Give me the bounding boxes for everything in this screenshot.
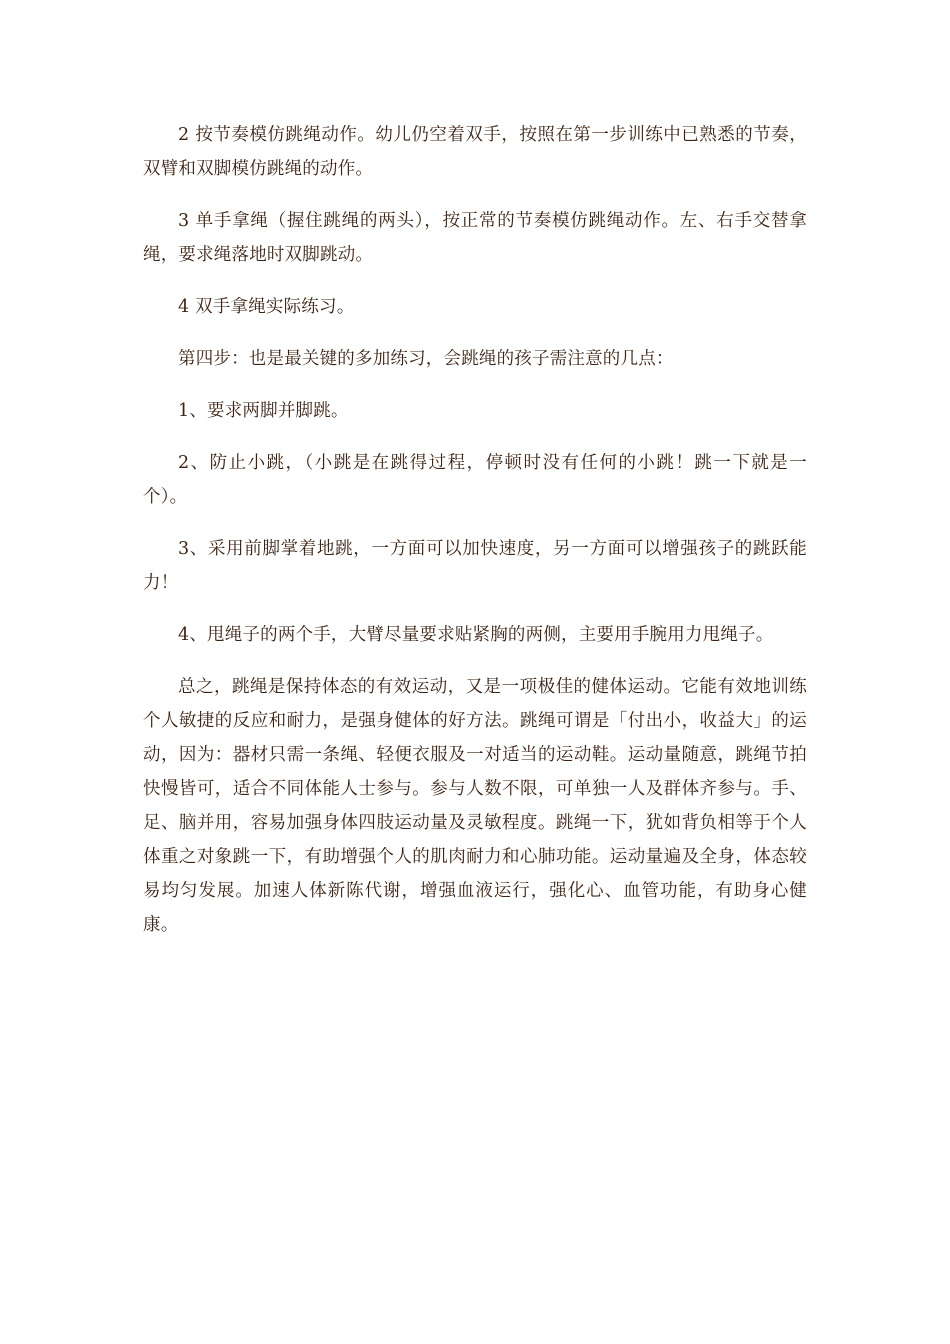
paragraph-tip-3: 3、采用前脚掌着地跳，一方面可以加快速度，另一方面可以增强孩子的跳跃能力！ — [143, 539, 807, 593]
document-body — [143, 118, 807, 942]
paragraph-step-3: 3 单手拿绳（握住跳绳的两头），按正常的节奏模仿跳绳动作。左、右手交替拿绳，要求绳落地时双脚跳动。 — [143, 211, 807, 265]
paragraph-tip-4: 4、甩绳子的两个手，大臂尽量要求贴紧胸的两侧，主要用手腕用力甩绳子。 — [178, 625, 774, 645]
paragraph-step-2: 2 按节奏模仿跳绳动作。幼儿仍空着双手，按照在第一步训练中已熟悉的节奏，双臂和双脚模仿跳绳的动作。 — [143, 125, 807, 179]
paragraph-tip-1: 1、要求两脚并脚跳。 — [178, 401, 349, 421]
paragraph-stage-four-heading: 第四步：也是最关键的多加练习，会跳绳的孩子需注意的几点： — [178, 349, 674, 369]
paragraph-summary: 总之，跳绳是保持体态的有效运动，又是一项极佳的健体运动。它能有效地训练个人敏捷的反应和耐力，是强身健体的好方法。跳绳可谓是「付出小，收益大」的运动，因为：器材只需一条绳、轻便衣服及一对适当的运动鞋。运动量随意，跳绳节拍快慢皆可，适合不同体能人士参与。参与人数不限，可单独一人及群体齐参与。手、足、脑并用，容易加强身体四肢运动量及灵敏程度。跳绳一下，犹如背负相等于个人体重之对象跳一下，有助增强个人的肌肉耐力和心肺功能。运动量遍及全身，体态较易均匀发展。加速人体新陈代谢，增强血液运行，强化心、血管功能，有助身心健康。 — [143, 677, 807, 935]
paragraph-tip-2: 2、防止小跳，（小跳是在跳得过程，停顿时没有任何的小跳！跳一下就是一个）。 — [143, 453, 807, 507]
paragraph-step-4: 4 双手拿绳实际练习。 — [178, 297, 355, 317]
